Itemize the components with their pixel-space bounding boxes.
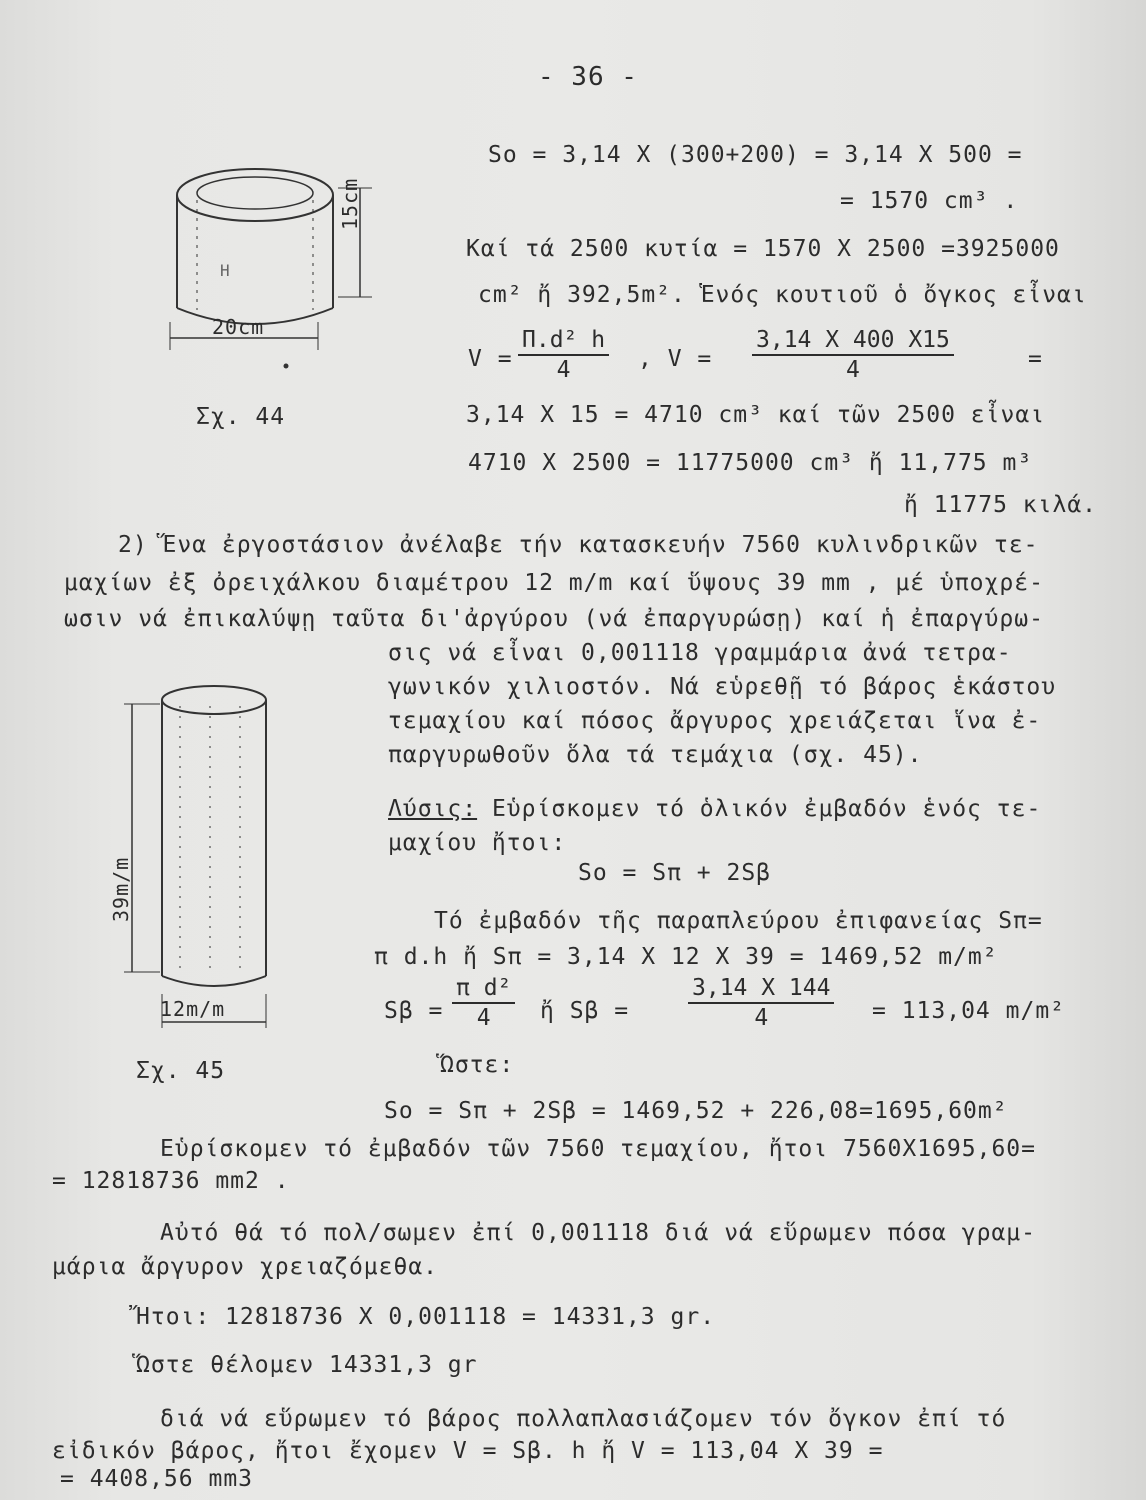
eq-total-area: So = Sπ + 2Sβ = 1469,52 + 226,08=1695,60m² — [384, 1098, 1008, 1124]
v-numeric-fraction — [752, 326, 954, 384]
sb-result: = 113,04 m/m² — [872, 998, 1066, 1024]
problem-line-5: γωνικόν χιλιοστόν. Νά εὑρεθῇ τό βάρος ἑκάστου — [388, 674, 1057, 700]
sb-formula-numerator: π d² — [452, 974, 515, 1004]
v-formula-numerator: Π.d² h — [518, 326, 609, 356]
figure-44-caption: Σχ. 44 — [196, 404, 286, 430]
solution-line-12: μάρια ἄργυρον χρειαζόμεθα. — [52, 1254, 439, 1280]
eq-silver-grams: Ἤτοι: 12818736 X 0,001118 = 14331,3 gr. — [136, 1304, 716, 1330]
solution-label: Λύσις: — [388, 796, 478, 822]
sb-numeric-fraction — [688, 974, 834, 1032]
sb-formula-fraction — [452, 974, 515, 1032]
page-number: - 36 - — [538, 62, 638, 92]
eq-volume-result: 3,14 X 15 = 4710 cm³ καί τῶν 2500 εἶναι — [466, 402, 1046, 428]
problem-line-4: σις νά εἶναι 0,001118 γραμμάρια ἀνά τετρα- — [388, 640, 1012, 666]
sb-mid: ἤ Sβ = — [540, 998, 630, 1024]
solution-line-15: διά νά εὕρωμεν τό βάρος πολλαπλασιάζομεν τόν ὄγκον ἐπί τό — [160, 1406, 1007, 1432]
figure-45-caption: Σχ. 45 — [136, 1058, 226, 1084]
figure-45 — [110, 676, 280, 1040]
solution-line-10: = 12818736 mm2 . — [52, 1168, 290, 1194]
eq-weight: ἤ 11775 κιλά. — [904, 492, 1098, 518]
solution-line-1 — [388, 794, 1041, 824]
solution-line-17: = 4408,56 mm3 — [60, 1466, 254, 1492]
eq-so-piece: So = Sπ + 2Sβ — [578, 860, 772, 886]
solution-text: Εὑρίσκομεν τό ὁλικόν ἐμβαδόν ἑνός τε- — [477, 796, 1042, 822]
figure-44 — [160, 160, 390, 384]
v-numeric-denominator: 4 — [846, 357, 860, 383]
v-formula-denominator: 4 — [556, 357, 571, 383]
solution-line-2: μαχίου ἤτοι: — [388, 830, 567, 856]
solution-line-11: Αὐτό θά τό πολ/σωμεν ἐπί 0,001118 διά νά εὕρωμεν πόσα γραμ- — [160, 1220, 1036, 1246]
eq-total-volume: 4710 X 2500 = 11775000 cm³ ἤ 11,775 m³ — [468, 450, 1033, 476]
width-label: 20cm — [212, 315, 265, 339]
sb-formula-denominator: 4 — [476, 1005, 491, 1031]
height-label: 15cm — [338, 177, 362, 230]
inner-height-mark: H — [220, 261, 231, 280]
height-label: 39m/m — [109, 856, 133, 922]
eq-lateral-area: π d.h ἤ Sπ = 3,14 X 12 X 39 = 1469,52 m/m² — [374, 944, 998, 970]
eq-so-result: = 1570 cm³ . — [840, 188, 1019, 214]
v-numeric-numerator: 3,14 X 400 X15 — [752, 326, 954, 356]
sb-numeric-numerator: 3,14 X 144 — [688, 974, 834, 1004]
sb-lhs: Sβ = — [384, 998, 444, 1024]
problem-line-1: 2) Ἕνα ἐργοστάσιον ἀνέλαβε τήν κατασκευήν 7560 κυλινδρικῶν τε- — [118, 532, 1039, 558]
sb-numeric-denominator: 4 — [754, 1005, 769, 1031]
v-formula-fraction — [518, 326, 609, 384]
v-equals: = — [1028, 346, 1043, 372]
eq-boxes-total: Καί τά 2500 κυτία = 1570 X 2500 =3925000 — [466, 236, 1060, 262]
width-label: 12m/m — [160, 997, 226, 1021]
problem-line-6: τεμαχίου καί πόσος ἄργυρος χρειάζεται ἵνα ἐ- — [388, 708, 1042, 734]
problem-line-3: ωσιν νά ἐπικαλύψῃ ταῦτα δι'ἀργύρου (νά ἐπαργυρώσῃ) καί ἡ ἐπαργύρω- — [64, 606, 1044, 632]
hence-label: Ὥστε: — [440, 1052, 515, 1078]
solution-line-14: Ὥστε θέλομεν 14331,3 gr — [136, 1352, 478, 1378]
eq-so-1: So = 3,14 X (300+200) = 3,14 X 500 = — [488, 142, 1023, 168]
problem-line-2: μαχίων ἐξ ὀρειχάλκου διαμέτρου 12 m/m καί ὕψους 39 mm , μέ ὑποχρέ- — [64, 570, 1044, 596]
solution-line-9: Εὑρίσκομεν τό ἐμβαδόν τῶν 7560 τεμαχίου, ἤτοι 7560X1695,60= — [160, 1136, 1036, 1162]
v-lhs: V = — [468, 346, 513, 372]
solution-line-16: εἰδικόν βάρος, ἤτοι ἔχομεν V = Sβ. h ἤ V = 113,04 X 39 = — [52, 1438, 884, 1464]
v2-lhs: , V = — [638, 346, 713, 372]
problem-line-7: παργυρωθοῦν ὅλα τά τεμάχια (σχ. 45). — [388, 742, 923, 768]
eq-area-and-volume-intro: cm² ἤ 392,5m². Ἑνός κουτιοῦ ὁ ὄγκος εἶναι — [478, 282, 1087, 308]
lateral-area-intro: Τό ἐμβαδόν τῆς παραπλεύρου ἐπιφανείας Sπ= — [434, 908, 1043, 934]
